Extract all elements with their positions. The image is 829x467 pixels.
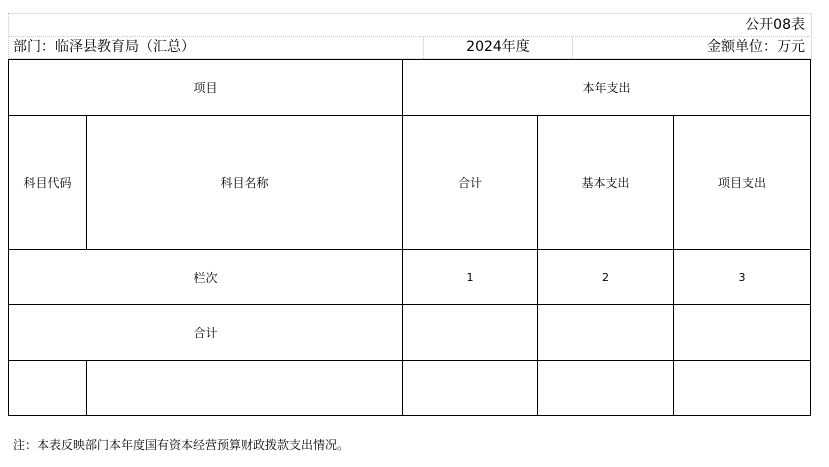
sum-total-value	[403, 305, 537, 360]
header-subject-code: 科目代码	[23, 176, 72, 190]
column-index-2: 2	[602, 270, 609, 284]
header-total: 合计	[457, 176, 482, 190]
sum-row-label: 合计	[193, 326, 218, 340]
department-label: 部门：临泽县教育局（汇总）	[13, 39, 195, 55]
row-project-value	[674, 361, 810, 415]
header-basic-expense: 基本支出	[581, 176, 630, 190]
header-project-expense: 项目支出	[717, 176, 766, 190]
column-index-3: 3	[738, 270, 746, 284]
amount-unit: 金额单位：万元	[707, 39, 805, 55]
sum-basic-value	[538, 305, 673, 360]
column-index-label: 栏次	[193, 270, 218, 285]
table-number: 公开08表	[8, 13, 812, 37]
row-subject-code	[9, 361, 86, 415]
header-current-year-expense: 本年支出	[582, 81, 631, 95]
header-item: 项目	[193, 81, 218, 95]
budget-table	[8, 59, 811, 416]
sum-project-value	[674, 305, 810, 360]
column-index-1: 1	[466, 270, 474, 284]
fiscal-year: 2024年度	[423, 37, 573, 58]
row-subject-name	[87, 361, 402, 415]
footnote: 注：本表反映部门本年度国有资本经营预算财政拨款支出情况。	[13, 438, 350, 452]
row-basic-value	[538, 361, 673, 415]
report-meta-row	[8, 36, 812, 59]
row-total-value	[403, 361, 537, 415]
header-subject-name: 科目名称	[220, 176, 269, 190]
